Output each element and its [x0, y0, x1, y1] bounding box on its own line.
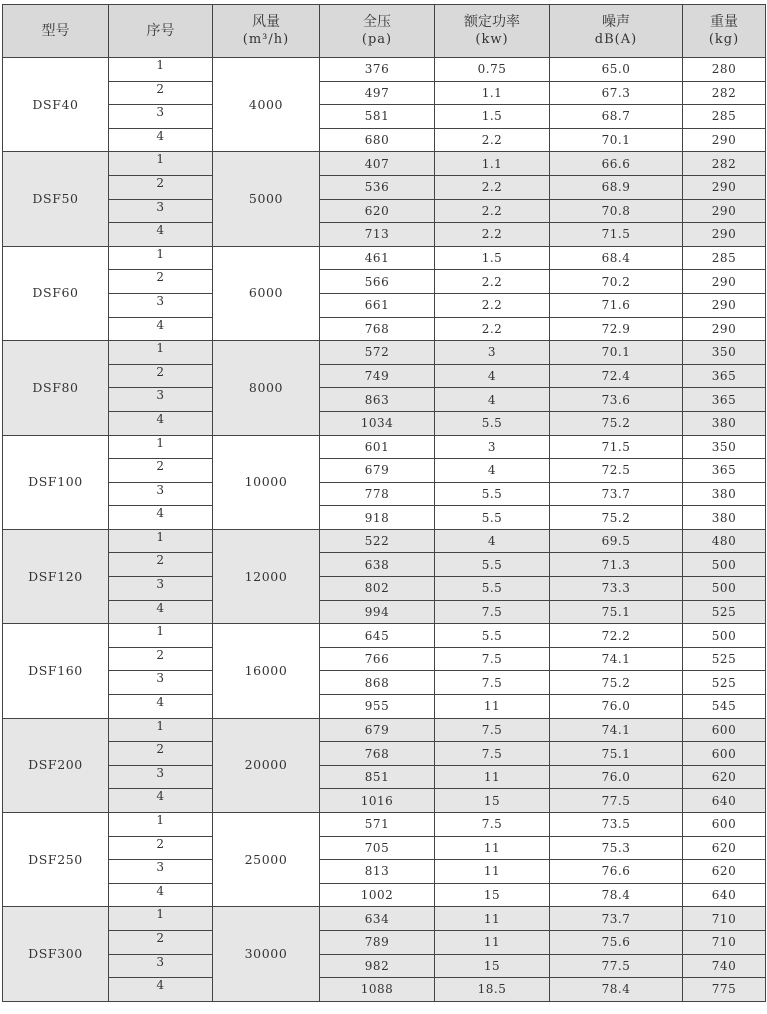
power-cell: 4: [435, 459, 550, 483]
pressure-cell: 789: [320, 930, 435, 954]
weight-cell: 290: [683, 270, 766, 294]
pressure-cell: 1016: [320, 789, 435, 813]
seq-cell: 1: [109, 907, 213, 931]
noise-cell: 75.1: [550, 742, 683, 766]
model-cell: DSF160: [3, 624, 109, 718]
table-row: [3, 671, 766, 695]
seq-cell: 1: [109, 152, 213, 176]
header-weight-title: 重量: [710, 14, 738, 30]
seq-cell: 3: [109, 482, 213, 506]
seq-cell: 1: [109, 341, 213, 365]
seq-cell: 3: [109, 388, 213, 412]
weight-cell: 365: [683, 388, 766, 412]
table-row: [3, 152, 766, 176]
weight-cell: 282: [683, 81, 766, 105]
table-row: [3, 718, 766, 742]
weight-cell: 282: [683, 152, 766, 176]
table-row: [3, 246, 766, 270]
power-cell: 11: [435, 695, 550, 719]
airflow-cell: 10000: [213, 435, 320, 529]
noise-cell: 69.5: [550, 529, 683, 553]
noise-cell: 75.3: [550, 836, 683, 860]
weight-cell: 500: [683, 624, 766, 648]
power-cell: 18.5: [435, 978, 550, 1002]
noise-cell: 74.1: [550, 718, 683, 742]
table-row: [3, 364, 766, 388]
power-cell: 15: [435, 954, 550, 978]
weight-cell: 500: [683, 577, 766, 601]
table-row: [3, 482, 766, 506]
pressure-cell: 982: [320, 954, 435, 978]
pressure-cell: 868: [320, 671, 435, 695]
noise-cell: 77.5: [550, 789, 683, 813]
noise-cell: 73.7: [550, 482, 683, 506]
table-row: [3, 647, 766, 671]
seq-cell: 4: [109, 600, 213, 624]
weight-cell: 365: [683, 364, 766, 388]
power-cell: 11: [435, 860, 550, 884]
power-cell: 1.1: [435, 81, 550, 105]
airflow-cell: 5000: [213, 152, 320, 246]
noise-cell: 71.6: [550, 293, 683, 317]
header-model: 型号: [3, 5, 109, 58]
weight-cell: 285: [683, 105, 766, 129]
pressure-cell: 679: [320, 718, 435, 742]
seq-cell: 4: [109, 978, 213, 1002]
pressure-cell: 661: [320, 293, 435, 317]
noise-cell: 65.0: [550, 58, 683, 82]
seq-cell: 4: [109, 317, 213, 341]
power-cell: 5.5: [435, 624, 550, 648]
weight-cell: 600: [683, 718, 766, 742]
table-row: [3, 600, 766, 624]
noise-cell: 71.5: [550, 223, 683, 247]
table-row: [3, 435, 766, 459]
power-cell: 11: [435, 907, 550, 931]
noise-cell: 72.9: [550, 317, 683, 341]
header-power-unit: (kw): [475, 32, 509, 47]
noise-cell: 75.6: [550, 930, 683, 954]
table-row: [3, 411, 766, 435]
weight-cell: 545: [683, 695, 766, 719]
table-row: [3, 459, 766, 483]
seq-cell: 4: [109, 506, 213, 530]
weight-cell: 290: [683, 199, 766, 223]
pressure-cell: 461: [320, 246, 435, 270]
power-cell: 5.5: [435, 577, 550, 601]
weight-cell: 380: [683, 482, 766, 506]
seq-cell: 2: [109, 459, 213, 483]
pressure-cell: 679: [320, 459, 435, 483]
table-row: [3, 128, 766, 152]
pressure-cell: 407: [320, 152, 435, 176]
table-row: [3, 317, 766, 341]
model-cell: DSF50: [3, 152, 109, 246]
table-row: [3, 907, 766, 931]
seq-cell: 2: [109, 364, 213, 388]
pressure-cell: 638: [320, 553, 435, 577]
weight-cell: 280: [683, 58, 766, 82]
seq-cell: 4: [109, 695, 213, 719]
model-cell: DSF250: [3, 813, 109, 907]
noise-cell: 78.4: [550, 883, 683, 907]
pressure-cell: 634: [320, 907, 435, 931]
noise-cell: 73.5: [550, 813, 683, 837]
power-cell: 11: [435, 765, 550, 789]
power-cell: 2.2: [435, 293, 550, 317]
weight-cell: 600: [683, 742, 766, 766]
noise-cell: 68.9: [550, 175, 683, 199]
power-cell: 4: [435, 364, 550, 388]
model-cell: DSF200: [3, 718, 109, 812]
table-row: [3, 529, 766, 553]
pressure-cell: 1002: [320, 883, 435, 907]
weight-cell: 600: [683, 813, 766, 837]
power-cell: 7.5: [435, 600, 550, 624]
weight-cell: 290: [683, 223, 766, 247]
seq-cell: 2: [109, 647, 213, 671]
table-row: [3, 954, 766, 978]
seq-cell: 3: [109, 199, 213, 223]
seq-cell: 3: [109, 293, 213, 317]
table-row: [3, 223, 766, 247]
weight-cell: 365: [683, 459, 766, 483]
header-seq: 序号: [109, 5, 213, 58]
pressure-cell: 768: [320, 742, 435, 766]
power-cell: 2.2: [435, 317, 550, 341]
pressure-cell: 851: [320, 765, 435, 789]
weight-cell: 710: [683, 907, 766, 931]
noise-cell: 68.7: [550, 105, 683, 129]
power-cell: 7.5: [435, 647, 550, 671]
noise-cell: 73.7: [550, 907, 683, 931]
header-airflow-title: 风量: [252, 14, 280, 30]
pressure-cell: 778: [320, 482, 435, 506]
seq-cell: 1: [109, 813, 213, 837]
noise-cell: 70.1: [550, 341, 683, 365]
weight-cell: 350: [683, 341, 766, 365]
seq-cell: 4: [109, 789, 213, 813]
weight-cell: 640: [683, 883, 766, 907]
seq-cell: 4: [109, 128, 213, 152]
seq-cell: 3: [109, 105, 213, 129]
noise-cell: 73.6: [550, 388, 683, 412]
header-noise-title: 噪声: [602, 14, 630, 30]
pressure-cell: 713: [320, 223, 435, 247]
seq-cell: 2: [109, 553, 213, 577]
power-cell: 2.2: [435, 223, 550, 247]
noise-cell: 76.6: [550, 860, 683, 884]
power-cell: 7.5: [435, 813, 550, 837]
power-cell: 2.2: [435, 175, 550, 199]
noise-cell: 67.3: [550, 81, 683, 105]
weight-cell: 740: [683, 954, 766, 978]
pressure-cell: 571: [320, 813, 435, 837]
table-row: [3, 81, 766, 105]
table-body: [3, 58, 766, 1002]
weight-cell: 480: [683, 529, 766, 553]
header-pressure: [320, 5, 435, 58]
seq-cell: 2: [109, 270, 213, 294]
seq-cell: 2: [109, 81, 213, 105]
pressure-cell: 376: [320, 58, 435, 82]
pressure-cell: 813: [320, 860, 435, 884]
table-row: [3, 624, 766, 648]
power-cell: 11: [435, 836, 550, 860]
noise-cell: 70.8: [550, 199, 683, 223]
table-row: [3, 978, 766, 1002]
noise-cell: 75.2: [550, 506, 683, 530]
header-weight-unit: (kg): [708, 32, 740, 47]
pressure-cell: 645: [320, 624, 435, 648]
pressure-cell: 863: [320, 388, 435, 412]
table-row: [3, 789, 766, 813]
table-row: [3, 742, 766, 766]
model-cell: DSF120: [3, 529, 109, 623]
power-cell: 15: [435, 883, 550, 907]
header-airflow-unit: (m³/h): [242, 32, 290, 47]
seq-cell: 1: [109, 58, 213, 82]
pressure-cell: 620: [320, 199, 435, 223]
table-row: [3, 836, 766, 860]
power-cell: 3: [435, 435, 550, 459]
header-pressure-title: 全压: [363, 14, 391, 30]
airflow-cell: 20000: [213, 718, 320, 812]
weight-cell: 525: [683, 671, 766, 695]
seq-cell: 1: [109, 435, 213, 459]
weight-cell: 285: [683, 246, 766, 270]
seq-cell: 3: [109, 954, 213, 978]
header-row: [3, 5, 766, 58]
table-row: [3, 199, 766, 223]
power-cell: 1.5: [435, 105, 550, 129]
weight-cell: 290: [683, 175, 766, 199]
table-row: [3, 553, 766, 577]
power-cell: 1.5: [435, 246, 550, 270]
noise-cell: 74.1: [550, 647, 683, 671]
power-cell: 7.5: [435, 742, 550, 766]
table-row: [3, 813, 766, 837]
model-cell: DSF40: [3, 58, 109, 152]
pressure-cell: 749: [320, 364, 435, 388]
pressure-cell: 601: [320, 435, 435, 459]
pressure-cell: 994: [320, 600, 435, 624]
power-cell: 4: [435, 388, 550, 412]
weight-cell: 380: [683, 506, 766, 530]
pressure-cell: 705: [320, 836, 435, 860]
pressure-cell: 536: [320, 175, 435, 199]
table-row: [3, 58, 766, 82]
noise-cell: 76.0: [550, 765, 683, 789]
header-weight: [683, 5, 766, 58]
model-cell: DSF300: [3, 907, 109, 1001]
header-pressure-unit: (pa): [361, 32, 393, 47]
power-cell: 5.5: [435, 482, 550, 506]
power-cell: 2.2: [435, 270, 550, 294]
table-row: [3, 293, 766, 317]
table-row: [3, 860, 766, 884]
noise-cell: 68.4: [550, 246, 683, 270]
weight-cell: 640: [683, 789, 766, 813]
power-cell: 1.1: [435, 152, 550, 176]
weight-cell: 620: [683, 860, 766, 884]
weight-cell: 620: [683, 836, 766, 860]
pressure-cell: 1088: [320, 978, 435, 1002]
power-cell: 3: [435, 341, 550, 365]
pressure-cell: 581: [320, 105, 435, 129]
table-row: [3, 930, 766, 954]
weight-cell: 380: [683, 411, 766, 435]
table-row: [3, 883, 766, 907]
noise-cell: 75.2: [550, 671, 683, 695]
weight-cell: 350: [683, 435, 766, 459]
seq-cell: 3: [109, 577, 213, 601]
noise-cell: 71.3: [550, 553, 683, 577]
pressure-cell: 768: [320, 317, 435, 341]
weight-cell: 525: [683, 647, 766, 671]
seq-cell: 2: [109, 836, 213, 860]
noise-cell: 72.4: [550, 364, 683, 388]
seq-cell: 2: [109, 175, 213, 199]
noise-cell: 70.1: [550, 128, 683, 152]
noise-cell: 71.5: [550, 435, 683, 459]
header-power: [435, 5, 550, 58]
table-row: [3, 105, 766, 129]
header-noise: [550, 5, 683, 58]
airflow-cell: 6000: [213, 246, 320, 340]
noise-cell: 72.5: [550, 459, 683, 483]
weight-cell: 710: [683, 930, 766, 954]
weight-cell: 290: [683, 293, 766, 317]
seq-cell: 4: [109, 223, 213, 247]
fan-spec-table: [2, 4, 766, 1002]
seq-cell: 2: [109, 930, 213, 954]
airflow-cell: 8000: [213, 341, 320, 435]
noise-cell: 76.0: [550, 695, 683, 719]
seq-cell: 4: [109, 411, 213, 435]
seq-cell: 2: [109, 742, 213, 766]
power-cell: 5.5: [435, 553, 550, 577]
pressure-cell: 522: [320, 529, 435, 553]
table-row: [3, 695, 766, 719]
noise-cell: 75.1: [550, 600, 683, 624]
power-cell: 2.2: [435, 199, 550, 223]
weight-cell: 290: [683, 317, 766, 341]
noise-cell: 75.2: [550, 411, 683, 435]
weight-cell: 775: [683, 978, 766, 1002]
pressure-cell: 1034: [320, 411, 435, 435]
seq-cell: 1: [109, 246, 213, 270]
model-cell: DSF100: [3, 435, 109, 529]
noise-cell: 77.5: [550, 954, 683, 978]
table-row: [3, 577, 766, 601]
pressure-cell: 955: [320, 695, 435, 719]
airflow-cell: 4000: [213, 58, 320, 152]
weight-cell: 525: [683, 600, 766, 624]
airflow-cell: 12000: [213, 529, 320, 623]
power-cell: 11: [435, 930, 550, 954]
power-cell: 5.5: [435, 411, 550, 435]
seq-cell: 1: [109, 624, 213, 648]
table-row: [3, 341, 766, 365]
pressure-cell: 918: [320, 506, 435, 530]
weight-cell: 290: [683, 128, 766, 152]
airflow-cell: 30000: [213, 907, 320, 1001]
power-cell: 2.2: [435, 128, 550, 152]
table-row: [3, 270, 766, 294]
seq-cell: 3: [109, 765, 213, 789]
model-cell: DSF60: [3, 246, 109, 340]
power-cell: 0.75: [435, 58, 550, 82]
power-cell: 5.5: [435, 506, 550, 530]
noise-cell: 72.2: [550, 624, 683, 648]
header-airflow: [213, 5, 320, 58]
pressure-cell: 802: [320, 577, 435, 601]
seq-cell: 1: [109, 529, 213, 553]
spec-table-container: [2, 4, 766, 1002]
model-cell: DSF80: [3, 341, 109, 435]
seq-cell: 3: [109, 671, 213, 695]
weight-cell: 620: [683, 765, 766, 789]
table-row: [3, 175, 766, 199]
noise-cell: 73.3: [550, 577, 683, 601]
seq-cell: 3: [109, 860, 213, 884]
power-cell: 4: [435, 529, 550, 553]
table-row: [3, 388, 766, 412]
table-row: [3, 765, 766, 789]
power-cell: 15: [435, 789, 550, 813]
pressure-cell: 766: [320, 647, 435, 671]
pressure-cell: 566: [320, 270, 435, 294]
noise-cell: 70.2: [550, 270, 683, 294]
pressure-cell: 680: [320, 128, 435, 152]
weight-cell: 500: [683, 553, 766, 577]
airflow-cell: 16000: [213, 624, 320, 718]
seq-cell: 1: [109, 718, 213, 742]
power-cell: 7.5: [435, 718, 550, 742]
power-cell: 7.5: [435, 671, 550, 695]
pressure-cell: 572: [320, 341, 435, 365]
table-row: [3, 506, 766, 530]
header-noise-unit: dB(A): [594, 32, 638, 47]
noise-cell: 66.6: [550, 152, 683, 176]
noise-cell: 78.4: [550, 978, 683, 1002]
pressure-cell: 497: [320, 81, 435, 105]
header-power-title: 额定功率: [464, 14, 520, 30]
seq-cell: 4: [109, 883, 213, 907]
airflow-cell: 25000: [213, 813, 320, 907]
